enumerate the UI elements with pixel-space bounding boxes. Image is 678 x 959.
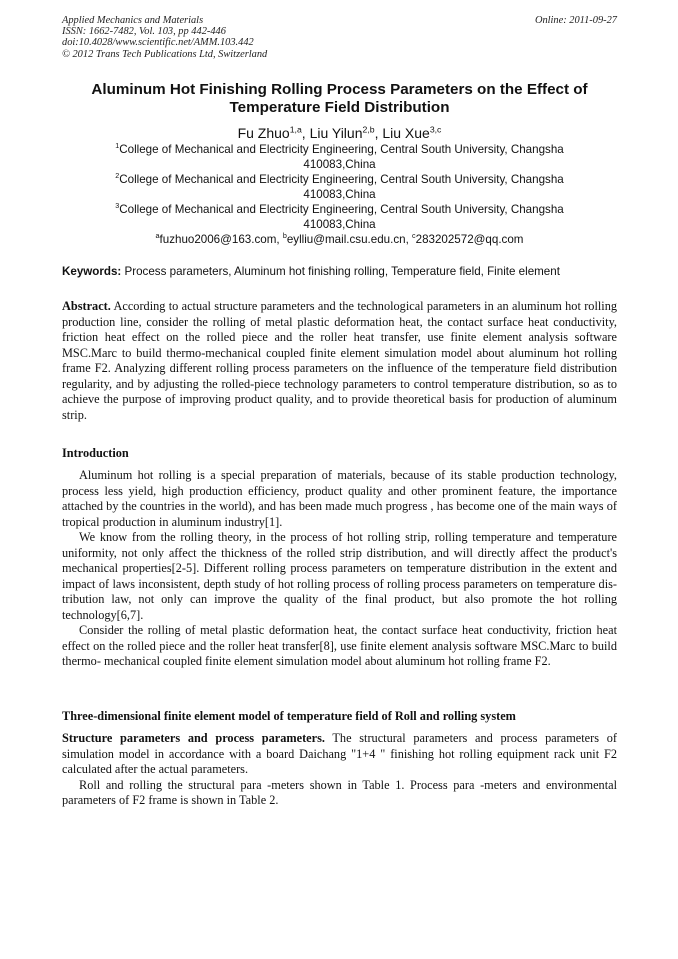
email-link[interactable]: 283202572@qq.com	[415, 233, 524, 246]
title-line-1: Aluminum Hot Finishing Rolling Process Parameters on the Effect of	[91, 81, 588, 98]
email-link[interactable]: fuzhuo2006@163.com	[159, 233, 277, 246]
paragraph: Roll and rolling the structural para -meters shown in Table 1. Process para -meters and environmental parameters of F2 frame is shown in Table 2.	[62, 777, 617, 807]
section-heading-model	[62, 709, 617, 725]
affiliation	[62, 142, 617, 172]
intro-heading: Introduction	[62, 446, 129, 460]
copyright-line: © 2012 Trans Tech Publications Ltd, Switzerland	[62, 48, 268, 60]
email-sup: a	[155, 231, 160, 241]
email-sup: b	[282, 231, 287, 241]
paper-title	[62, 81, 617, 117]
affiliation-text: College of Mechanical and Electricity Engineering, Central South University, Changsha 410083,China	[119, 203, 564, 231]
struct-label: Structure parameters and process parameters.	[62, 731, 325, 745]
author-name: Liu Yilun	[309, 125, 363, 141]
author-sup: 3,c	[429, 124, 442, 135]
author-list: Fu Zhuo$^{1,a}$, Liu Yilun$^{2,b}$, Liu Xue$^{3,c}$	[237, 124, 442, 141]
author-sup: 2,b	[362, 124, 375, 135]
section-heading-introduction	[62, 446, 617, 462]
doi-line: doi:10.4028/www.scientific.net/AMM.103.442	[62, 37, 254, 49]
paragraph: Aluminum hot rolling is a special preparation of materials, because of its stable production technology, process less yield, high production efficiency, product quality and other prominent feature, the importance attached by the countries in the world), and has been made much progress , has become one of the main ways of tropical production in aluminum industry[1].	[62, 468, 617, 529]
journal-name: Applied Mechanics and Materials	[62, 15, 204, 26]
paragraph: Consider the rolling of metal plastic deformation heat, the contact surface heat conductivity, friction heat effect on the rolled piece and the roller heat transfer[8], use finite element analysis software MSC.Marc to build thermo- mechanical coupled finite element simulation model about aluminum hot rolling frame F2.	[62, 623, 617, 668]
author-name: Liu Xue	[382, 125, 430, 141]
abstract-text: According to actual structure parameters and the technological parameters in an aluminum hot rolling production line, consider the rolling of metal plastic deformation heat, the contact surface heat conductivity, friction heat effect on the rolled piece and the roller heat transfer, use finite element analysis software MSC.Marc to build thermo-mechanical coupled finite element simulation model about aluminum hot rolling frame F2. Analyzing different rolling process parameters on the influence of the temperature field distribution regularity, and by adjusting the rolled-piece technology parameters to control temperature distribution, so as to achieve the purpose of improving product quality, and to provide theoretical basis for production of aluminum strip.	[62, 299, 617, 422]
author-sup: 1,a	[289, 124, 302, 135]
abstract	[62, 299, 617, 423]
keywords-text: Process parameters, Aluminum hot finishing rolling, Temperature field, Finite element	[124, 265, 560, 278]
affiliation-text: College of Mechanical and Electricity Engineering, Central South University, Changsha 410083,China	[119, 143, 564, 171]
email-list: $^a$fuzhuo2006@163.com, $^b$eylliu@mail.csu.edu.cn, $^c$283202572@qq.com	[155, 231, 524, 246]
paragraph: We know from the rolling theory, in the process of hot rolling strip, rolling temperature and temperature uniformity, not only affect the thickness of the rolled strip distribution, and will directly affect the product's mechanical properties[2-5]. Different rolling process parameters on temperature distribution in the extent and impact of laws inconsistent, depth study of hot rolling process of rolling process parameters on temperature dis- tribution law, not only can improve the quality of the final product, but also promote the hot rolling technology[6,7].	[62, 530, 617, 622]
email-link[interactable]: eylliu@mail.csu.edu.cn	[286, 233, 406, 246]
affiliation-num: 3	[115, 201, 120, 211]
struct-text: The structural parameters and process parameters of simulation model in accordance with a board Daichang "1+4 " finishing hot rolling equipment rack unit F2 calculated after the actual parameters.	[62, 731, 617, 776]
title-line-2: Temperature Field Distribution	[229, 99, 450, 116]
affiliation-num: 1	[115, 141, 120, 151]
affiliation-num: 2	[115, 171, 120, 181]
keywords	[62, 264, 617, 279]
structure-parameters-section	[62, 731, 617, 809]
issn-line: ISSN: 1662-7482, Vol. 103, pp 442-446	[62, 26, 226, 38]
author-name: Fu Zhuo	[237, 125, 290, 141]
introduction-body	[62, 468, 617, 670]
section2-heading: Three-dimensional finite element model of temperature field of Roll and rolling system	[62, 709, 516, 723]
abstract-label: Abstract.	[62, 299, 111, 313]
affiliation	[62, 172, 617, 202]
online-date: Online: 2011-09-27	[534, 15, 617, 26]
affiliations	[62, 142, 617, 247]
keywords-label: Keywords:	[62, 265, 122, 278]
affiliation	[62, 202, 617, 232]
email-sup: c	[412, 231, 416, 241]
affiliation-text: College of Mechanical and Electricity Engineering, Central South University, Changsha 410083,China	[119, 173, 564, 201]
journal-header	[62, 15, 617, 60]
